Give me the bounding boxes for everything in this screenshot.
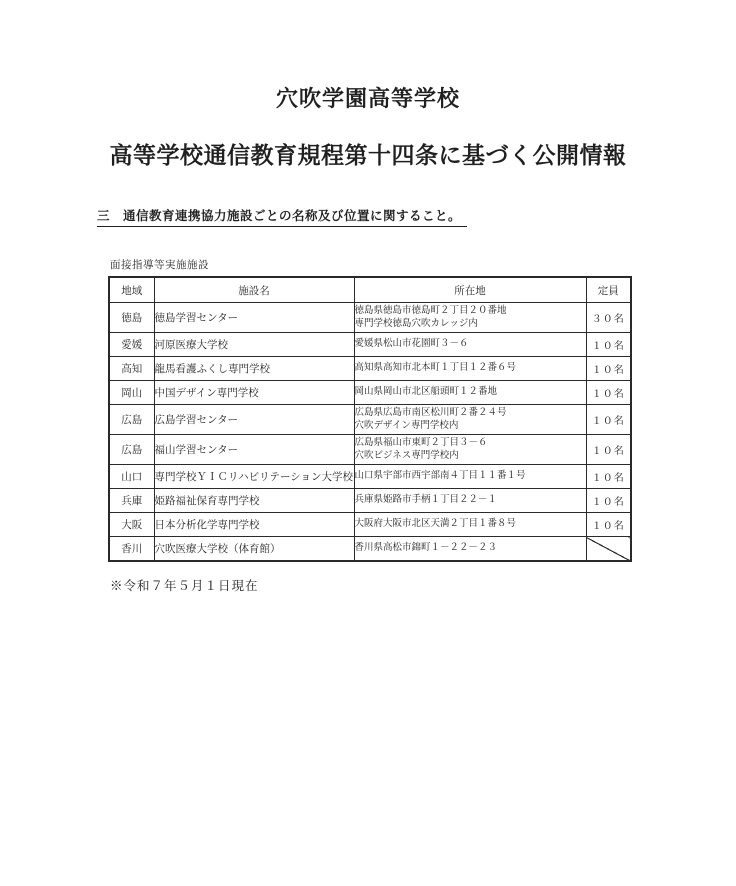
capacity-cell: １０名 [586, 465, 631, 489]
capacity-cell: １０名 [586, 405, 631, 435]
address-line: 穴吹ビジネス専門学校内 [354, 449, 459, 461]
address-line: 山口県宇部市西宇部南４丁目１１番１号 [354, 470, 526, 482]
facilities-table [108, 276, 632, 562]
facility-cell: 徳島学習センター [154, 303, 354, 333]
document-subtitle: 高等学校通信教育規程第十四条に基づく公開情報 [109, 142, 627, 169]
address-line: 高知県高知市北本町１丁目１２番６号 [354, 362, 517, 374]
table-row [109, 357, 631, 381]
address-line: 愛媛県松山市花園町３－６ [354, 338, 469, 350]
capacity-cell: １０名 [586, 489, 631, 513]
region-cell: 岡山 [109, 381, 154, 405]
table-row [109, 381, 631, 405]
address-line: 香川県高松市錦町１－２２－２３ [354, 542, 498, 554]
section-heading: 三 通信教育連携協力施設ごとの名称及び位置に関すること。 [97, 206, 467, 227]
facility-cell: 日本分析化学専門学校 [154, 513, 354, 537]
address-cell [354, 489, 586, 513]
document-title: 穴吹学園高等学校 [275, 86, 460, 112]
facilities-table-body [109, 303, 631, 562]
address-line: 岡山県岡山市北区船頭町１２番地 [354, 386, 498, 398]
table-row [109, 435, 631, 465]
table-row [109, 465, 631, 489]
region-cell: 広島 [109, 435, 154, 465]
table-row [109, 303, 631, 333]
address-cell [354, 405, 586, 435]
region-cell: 高知 [109, 357, 154, 381]
address-cell [354, 303, 586, 333]
facility-cell: 穴吹医療大学校（体育館） [154, 537, 354, 562]
table-row [109, 513, 631, 537]
region-cell: 香川 [109, 537, 154, 562]
table-row [109, 405, 631, 435]
table-header-row [109, 277, 631, 303]
facility-cell: 福山学習センター [154, 435, 354, 465]
column-header-capacity: 定員 [586, 277, 631, 303]
capacity-cell: １０名 [586, 435, 631, 465]
address-line: 穴吹デザイン専門学校内 [354, 419, 459, 431]
address-cell [354, 513, 586, 537]
table-row [109, 537, 631, 562]
address-cell [354, 333, 586, 357]
address-line: 広島県福山市東町２丁目３－６ [354, 437, 488, 449]
address-line: 広島県広島市南区松川町２番２４号 [354, 407, 507, 419]
region-cell: 山口 [109, 465, 154, 489]
address-line: 専門学校徳島穴吹カレッジ内 [354, 317, 478, 329]
address-cell [354, 465, 586, 489]
footnote-date: ※令和７年５月１日現在 [110, 578, 259, 593]
address-line: 兵庫県姫路市手柄１丁目２２－１ [354, 494, 498, 506]
address-cell [354, 435, 586, 465]
facility-cell: 姫路福祉保育専門学校 [154, 489, 354, 513]
capacity-cell-slashed [586, 537, 631, 562]
address-cell [354, 357, 586, 381]
region-cell: 愛媛 [109, 333, 154, 357]
column-header-region: 地域 [109, 277, 154, 303]
capacity-cell: １０名 [586, 381, 631, 405]
region-cell: 広島 [109, 405, 154, 435]
address-cell [354, 537, 586, 562]
column-header-facility: 施設名 [154, 277, 354, 303]
table-caption: 面接指導等実施施設 [110, 259, 209, 271]
table-row [109, 333, 631, 357]
capacity-cell: ３０名 [586, 303, 631, 333]
column-header-address: 所在地 [354, 277, 586, 303]
address-line: 徳島県徳島市徳島町２丁目２０番地 [354, 305, 507, 317]
region-cell: 徳島 [109, 303, 154, 333]
facility-cell: 龍馬看護ふくし専門学校 [154, 357, 354, 381]
capacity-cell: １０名 [586, 513, 631, 537]
region-cell: 兵庫 [109, 489, 154, 513]
address-cell [354, 381, 586, 405]
region-cell: 大阪 [109, 513, 154, 537]
capacity-cell: １０名 [586, 333, 631, 357]
facility-cell: 専門学校ＹＩＣリハビリテーション大学校 [154, 465, 354, 489]
facility-cell: 中国デザイン専門学校 [154, 381, 354, 405]
capacity-cell: １０名 [586, 357, 631, 381]
address-line: 大阪府大阪市北区天満２丁目１番８号 [354, 518, 517, 530]
facility-cell: 広島学習センター [154, 405, 354, 435]
facility-cell: 河原医療大学校 [154, 333, 354, 357]
table-row [109, 489, 631, 513]
